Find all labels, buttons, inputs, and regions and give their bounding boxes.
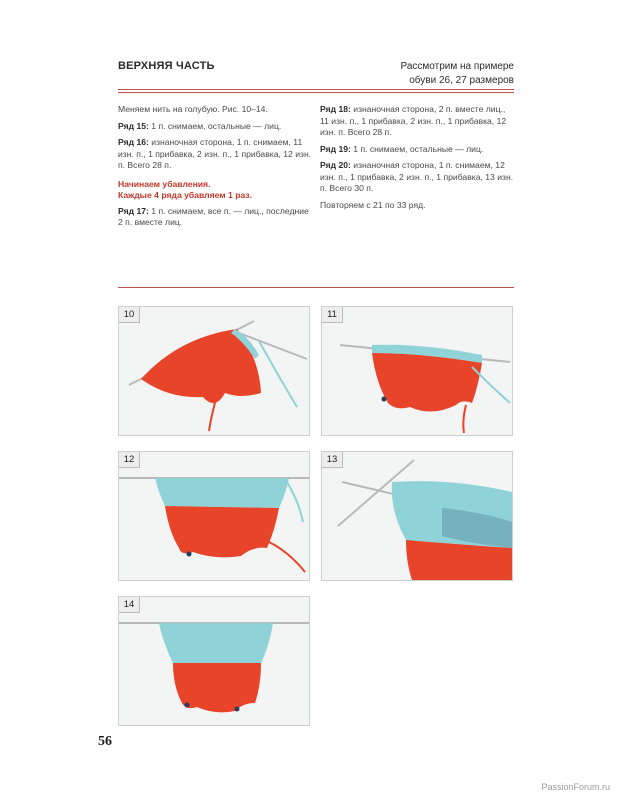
row-19-label: Ряд 19: <box>320 143 351 154</box>
header-note-line2: обуви 26, 27 размеров <box>409 75 514 86</box>
row-15-label: Ряд 15: <box>118 120 149 131</box>
row-16 <box>118 137 314 172</box>
row-18-text: изнаночная сторона, 2 п. вместе лиц., 11 изн. п., 1 прибавка, 2 изн. п., 1 прибавка, 12 изн. п. Всего 28 п. <box>320 104 507 137</box>
row-15 <box>118 121 314 133</box>
row-17-label: Ряд 17: <box>118 205 149 216</box>
header-note <box>314 60 514 88</box>
photo-14 <box>118 596 310 726</box>
repeat-note: Повторяем с 21 по 33 ряд. <box>320 199 426 210</box>
section-divider <box>118 287 514 288</box>
intro-text: Меняем нить на голубую. Рис. 10–14. <box>118 104 268 114</box>
decrease-note <box>118 179 314 202</box>
decrease-note-line2: Каждые 4 ряда убавляем 1 раз. <box>118 190 253 200</box>
photo-10 <box>118 306 310 436</box>
photo-10-label: 10 <box>119 307 140 323</box>
row-17-text: 1 п. снимаем, все п. — лиц., последние 2 п. вместе лиц. <box>118 205 309 227</box>
row-15-text: 1 п. снимаем, остальные — лиц. <box>148 120 282 131</box>
photo-11-illustration <box>322 307 512 435</box>
row-20-text: изнаночная сторона, 1 п. снимаем, 12 изн. п., 1 прибавка, 2 изн. п., 1 прибавка, 13 изн. п. Всего 30 п. <box>320 160 514 193</box>
instructions-right-column <box>320 104 514 216</box>
page-number: 56 <box>98 734 112 749</box>
row-20-label: Ряд 20: <box>320 160 351 170</box>
photo-14-label: 14 <box>119 597 140 613</box>
row-16-label: Ряд 16: <box>118 137 149 147</box>
row-20 <box>320 160 514 195</box>
section-title: ВЕРХНЯЯ ЧАСТЬ <box>118 60 215 72</box>
photo-12 <box>118 451 310 581</box>
row-19 <box>320 144 514 156</box>
row-18 <box>320 104 514 139</box>
photo-11-label: 11 <box>322 307 343 323</box>
instructions-left-column <box>118 104 314 234</box>
header-rule-top <box>118 89 514 90</box>
header-note-line1: Рассмотрим на примере <box>400 61 514 72</box>
decrease-note-line1: Начинаем убавления. <box>118 178 211 189</box>
photo-13 <box>321 451 513 581</box>
photo-14-illustration <box>119 597 309 725</box>
row-17 <box>118 206 314 229</box>
photo-13-illustration <box>322 452 512 580</box>
row-18-label: Ряд 18: <box>320 104 351 114</box>
photo-10-illustration <box>119 307 309 435</box>
watermark: PassionForum.ru <box>541 782 610 792</box>
photo-12-label: 12 <box>119 452 140 468</box>
photo-12-illustration <box>119 452 309 580</box>
header-rule-bottom <box>118 92 514 93</box>
photo-11 <box>321 306 513 436</box>
row-16-text: изнаночная сторона, 1 п. снимаем, 11 изн. п., 1 прибавка, 2 изн. п., 1 прибавка, 12 изн. п. Всего 28 п. <box>118 137 312 170</box>
photo-13-label: 13 <box>322 452 343 468</box>
row-19-text: 1 п. снимаем, остальные — лиц. <box>350 143 484 154</box>
